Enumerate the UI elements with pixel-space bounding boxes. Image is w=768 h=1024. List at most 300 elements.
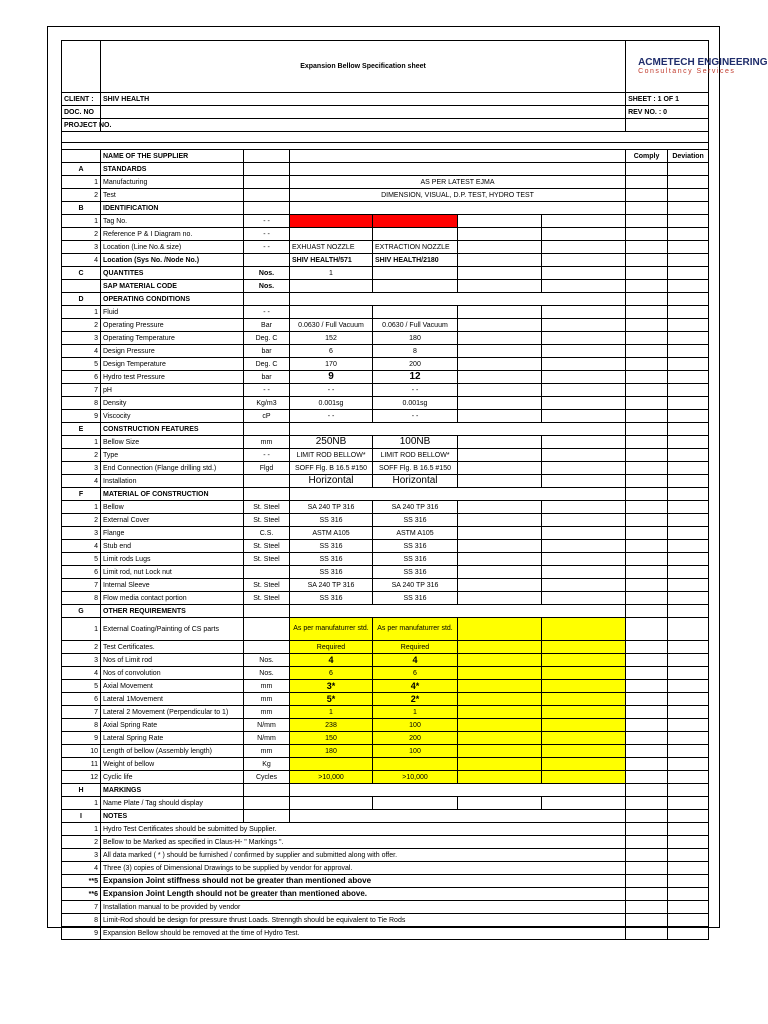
- blank-cell: [542, 254, 626, 267]
- table-row: [62, 667, 709, 680]
- deviation-cell: [668, 875, 709, 888]
- section-letter: B: [62, 202, 101, 215]
- deviation-cell: [668, 836, 709, 849]
- note-row: [62, 901, 709, 914]
- blank-cell: [542, 514, 626, 527]
- item-value-1: 250NB: [290, 436, 373, 449]
- comply-cell: [626, 875, 668, 888]
- note-number: 2: [62, 836, 101, 849]
- section-letter: F: [62, 488, 101, 501]
- deviation-cell: [668, 436, 709, 449]
- item-value: DIMENSION, VISUAL, D.P. TEST, HYDRO TEST: [290, 189, 626, 202]
- item-label: End Connection (Flange drilling std.): [101, 462, 244, 475]
- blank-cell: [373, 797, 458, 810]
- client-label: CLIENT :: [62, 93, 101, 106]
- comply-cell: [626, 592, 668, 605]
- comply-cell: [626, 488, 668, 501]
- note-number: 9: [62, 927, 101, 940]
- blank-cell: [542, 745, 626, 758]
- deviation-cell: [668, 241, 709, 254]
- spacer-cell: [62, 132, 709, 143]
- table-row: [62, 771, 709, 784]
- comply-cell: [626, 228, 668, 241]
- item-label: Weight of bellow: [101, 758, 244, 771]
- comply-header: Comply: [626, 150, 668, 163]
- item-value-2: 0.0630 / Full Vacuum: [373, 319, 458, 332]
- section-letter: H: [62, 784, 101, 797]
- item-value-1: [290, 228, 373, 241]
- deviation-cell: [668, 862, 709, 875]
- section-title: IDENTIFICATION: [101, 202, 244, 215]
- item-value-2: [373, 228, 458, 241]
- doc-value: [101, 106, 626, 119]
- blank-cell: [542, 306, 626, 319]
- section-title: OTHER REQUIREMENTS: [101, 605, 244, 618]
- comply-cell: [626, 397, 668, 410]
- deviation-cell: [668, 163, 709, 176]
- item-value-2: 100NB: [373, 436, 458, 449]
- note-text: Expansion Bellow should be removed at the time of Hydro Test.: [101, 927, 626, 940]
- table-row: [62, 579, 709, 592]
- item-unit: Nos.: [244, 667, 290, 680]
- item-unit: St. Steel: [244, 553, 290, 566]
- item-value-2: - -: [373, 384, 458, 397]
- comply-cell: [626, 319, 668, 332]
- spec-table: [61, 40, 768, 940]
- item-unit: [244, 254, 290, 267]
- blank-cell: [458, 410, 542, 423]
- item-label: Test: [101, 189, 244, 202]
- deviation-cell: [668, 189, 709, 202]
- item-label: Axial Movement: [101, 680, 244, 693]
- deviation-cell: [668, 566, 709, 579]
- table-row: [62, 228, 709, 241]
- item-label: Location (Line No.& size): [101, 241, 244, 254]
- table-row: [62, 462, 709, 475]
- blank-cell: [458, 358, 542, 371]
- blank-cell: [458, 241, 542, 254]
- item-number: 4: [62, 667, 101, 680]
- item-number: 9: [62, 410, 101, 423]
- item-unit: [244, 566, 290, 579]
- section-letter: G: [62, 605, 101, 618]
- blank-cell: [244, 163, 290, 176]
- blank-cell: [458, 514, 542, 527]
- item-unit: Nos.: [244, 654, 290, 667]
- blank-cell: [542, 667, 626, 680]
- table-row: [62, 797, 709, 810]
- table-row: [62, 332, 709, 345]
- blank-cell: [542, 719, 626, 732]
- table-row: [62, 371, 709, 384]
- deviation-cell: [668, 605, 709, 618]
- section-title: CONSTRUCTION FEATURES: [101, 423, 244, 436]
- section-header-row: [62, 784, 709, 797]
- blank-cell: [458, 758, 542, 771]
- item-number: 6: [62, 566, 101, 579]
- blank-cell: [542, 618, 626, 641]
- comply-cell: [626, 823, 668, 836]
- comply-cell: [626, 254, 668, 267]
- comply-cell: [626, 475, 668, 488]
- item-value-2: 4*: [373, 680, 458, 693]
- item-value-2: [373, 215, 458, 228]
- deviation-cell: [668, 397, 709, 410]
- item-number: 1: [62, 618, 101, 641]
- deviation-cell: [668, 306, 709, 319]
- item-label: Test Certificates.: [101, 641, 244, 654]
- item-unit: C.S.: [244, 527, 290, 540]
- deviation-cell: [668, 345, 709, 358]
- item-label: Manufacturing: [101, 176, 244, 189]
- item-label: Tag No.: [101, 215, 244, 228]
- item-label: Viscocity: [101, 410, 244, 423]
- deviation-cell: [668, 267, 709, 280]
- item-number: 5: [62, 553, 101, 566]
- deviation-cell: [668, 667, 709, 680]
- item-number: 10: [62, 745, 101, 758]
- item-number: 4: [62, 254, 101, 267]
- deviation-cell: [668, 176, 709, 189]
- item-label: Installation: [101, 475, 244, 488]
- blank-cell: [458, 267, 542, 280]
- item-value-2: [373, 758, 458, 771]
- deviation-cell: [668, 280, 709, 293]
- blank-cell: [458, 771, 542, 784]
- table-row: [62, 176, 709, 189]
- item-unit: St. Steel: [244, 501, 290, 514]
- deviation-cell: [668, 680, 709, 693]
- item-number: 3: [62, 462, 101, 475]
- item-label: Density: [101, 397, 244, 410]
- note-number: 4: [62, 862, 101, 875]
- item-number: 2: [62, 189, 101, 202]
- item-value-1: 0.0630 / Full Vacuum: [290, 319, 373, 332]
- item-unit: - -: [244, 306, 290, 319]
- deviation-cell: [668, 228, 709, 241]
- blank-cell: [542, 241, 626, 254]
- item-value-1: 3*: [290, 680, 373, 693]
- blank-cell: [542, 579, 626, 592]
- blank-cell: [458, 319, 542, 332]
- item-label: pH: [101, 384, 244, 397]
- supplier-label: NAME OF THE SUPPLIER: [101, 150, 244, 163]
- blank-cell: [458, 228, 542, 241]
- note-row: [62, 888, 709, 901]
- comply-cell: [626, 280, 668, 293]
- spacer-row: [62, 132, 709, 143]
- table-row: [62, 540, 709, 553]
- section-header-row: [62, 488, 709, 501]
- blank-cell: [542, 797, 626, 810]
- deviation-cell: [668, 654, 709, 667]
- note-number: **6: [62, 888, 101, 901]
- item-unit: bar: [244, 371, 290, 384]
- table-row: [62, 706, 709, 719]
- item-value-2: >10,000: [373, 771, 458, 784]
- item-value-2: SHIV HEALTH/2180: [373, 254, 458, 267]
- item-number: 11: [62, 758, 101, 771]
- item-number: 9: [62, 732, 101, 745]
- item-value-1: 150: [290, 732, 373, 745]
- comply-cell: [626, 202, 668, 215]
- item-number: 12: [62, 771, 101, 784]
- item-number: 2: [62, 228, 101, 241]
- item-number: 2: [62, 641, 101, 654]
- deviation-header: Deviation: [668, 150, 709, 163]
- deviation-cell: [668, 501, 709, 514]
- note-number: 3: [62, 849, 101, 862]
- comply-cell: [626, 345, 668, 358]
- blank-cell: [244, 488, 290, 501]
- item-value-2: 0.001sg: [373, 397, 458, 410]
- item-label: External Cover: [101, 514, 244, 527]
- comply-cell: [626, 371, 668, 384]
- deviation-cell: [668, 410, 709, 423]
- item-value-1: [290, 306, 373, 319]
- blank-cell: [542, 215, 626, 228]
- table-row: [62, 189, 709, 202]
- note-text: Hydro Test Certificates should be submitted by Supplier.: [101, 823, 626, 836]
- blank-cell: [458, 641, 542, 654]
- blank-cell: [458, 215, 542, 228]
- comply-cell: [626, 654, 668, 667]
- comply-cell: [626, 241, 668, 254]
- table-row: [62, 319, 709, 332]
- item-value: AS PER LATEST EJMA: [290, 176, 626, 189]
- item-value-2: 1: [373, 706, 458, 719]
- deviation-cell: [668, 849, 709, 862]
- item-value-1: 4: [290, 654, 373, 667]
- blank-cell: [458, 397, 542, 410]
- deviation-cell: [668, 514, 709, 527]
- note-text: Expansion Joint stiffness should not be greater than mentioned above: [101, 875, 626, 888]
- deviation-cell: [668, 319, 709, 332]
- blank-cell: [458, 384, 542, 397]
- blank-cell: [458, 566, 542, 579]
- item-unit: Deg. C: [244, 358, 290, 371]
- item-label: Design Temperature: [101, 358, 244, 371]
- note-text: Installation manual to be provided by vendor: [101, 901, 626, 914]
- comply-cell: [626, 914, 668, 927]
- comply-cell: [626, 667, 668, 680]
- comply-cell: [626, 189, 668, 202]
- blank-cell: [290, 280, 373, 293]
- table-row: [62, 241, 709, 254]
- deviation-cell: [668, 823, 709, 836]
- item-value-1: EXHUAST NOZZLE: [290, 241, 373, 254]
- section-header-row: [62, 280, 709, 293]
- section-title: MARKINGS: [101, 784, 244, 797]
- blank-cell: [542, 566, 626, 579]
- item-unit: Nos.: [244, 267, 290, 280]
- comply-cell: [626, 267, 668, 280]
- blank-cell: [458, 732, 542, 745]
- blank-cell: [542, 527, 626, 540]
- item-label: Type: [101, 449, 244, 462]
- section-letter: E: [62, 423, 101, 436]
- item-number: 2: [62, 514, 101, 527]
- table-row: [62, 758, 709, 771]
- item-label: Stub end: [101, 540, 244, 553]
- item-label: Fluid: [101, 306, 244, 319]
- item-value-1: 1: [290, 706, 373, 719]
- item-unit: Deg. C: [244, 332, 290, 345]
- blank-cell: [458, 371, 542, 384]
- deviation-cell: [668, 579, 709, 592]
- note-row: [62, 914, 709, 927]
- item-label: Bellow: [101, 501, 244, 514]
- item-number: 8: [62, 719, 101, 732]
- blank-cell: [373, 280, 458, 293]
- comply-cell: [626, 784, 668, 797]
- item-number: 1: [62, 176, 101, 189]
- item-value-1: SHIV HEALTH/571: [290, 254, 373, 267]
- rev-info: [626, 106, 709, 119]
- blank-cell: [244, 423, 290, 436]
- item-value-1: - -: [290, 410, 373, 423]
- table-row: [62, 566, 709, 579]
- item-unit: - -: [244, 384, 290, 397]
- logo-line1: ACMETECH ENGINEERING: [638, 57, 768, 68]
- item-value-2: Required: [373, 641, 458, 654]
- note-text: Limit-Rod should be design for pressure thrust Loads. Strenngth should be equivalent to Tie Rods: [101, 914, 626, 927]
- item-value-2: 100: [373, 745, 458, 758]
- blank-cell: [542, 758, 626, 771]
- item-label: Nos of Limit rod: [101, 654, 244, 667]
- blank-cell: [458, 745, 542, 758]
- note-row: [62, 862, 709, 875]
- item-unit: Kg/m3: [244, 397, 290, 410]
- item-unit: - -: [244, 449, 290, 462]
- deviation-cell: [668, 810, 709, 823]
- spacer-row: [62, 143, 709, 150]
- deviation-cell: [668, 771, 709, 784]
- section-title: OPERATING CONDITIONS: [101, 293, 244, 306]
- item-number: 3: [62, 654, 101, 667]
- blank-cell: [458, 527, 542, 540]
- comply-cell: [626, 215, 668, 228]
- table-row: [62, 345, 709, 358]
- item-unit: mm: [244, 680, 290, 693]
- blank-cell: [458, 449, 542, 462]
- item-label: Internal Sleeve: [101, 579, 244, 592]
- item-number: 1: [62, 797, 101, 810]
- item-label: Operating Pressure: [101, 319, 244, 332]
- blank-cell: [542, 553, 626, 566]
- deviation-cell: [668, 293, 709, 306]
- item-value-2: SS 316: [373, 592, 458, 605]
- blank-cell: [458, 475, 542, 488]
- item-unit: N/mm: [244, 732, 290, 745]
- item-unit: Bar: [244, 319, 290, 332]
- header-row: [62, 41, 709, 93]
- rev-label: REV NO.: [628, 108, 657, 116]
- item-label: Name Plate / Tag should display: [101, 797, 244, 810]
- item-label: Flange: [101, 527, 244, 540]
- item-number: 3: [62, 241, 101, 254]
- blank-cell: [458, 654, 542, 667]
- item-value-1: 6: [290, 345, 373, 358]
- section-header-row: [62, 810, 709, 823]
- item-value-1: Required: [290, 641, 373, 654]
- table-row: [62, 641, 709, 654]
- blank-cell: [542, 449, 626, 462]
- item-value-2: 2*: [373, 693, 458, 706]
- blank-cell: [458, 680, 542, 693]
- item-unit: mm: [244, 436, 290, 449]
- sheet-label: SHEET: [628, 95, 652, 103]
- blank-cell: [458, 553, 542, 566]
- blank-cell: [290, 202, 626, 215]
- item-value-2: - -: [373, 410, 458, 423]
- item-number: 3: [62, 332, 101, 345]
- item-label: Cyclic life: [101, 771, 244, 784]
- blank-cell: [290, 784, 626, 797]
- deviation-cell: [668, 693, 709, 706]
- client-value: SHIV HEALTH: [101, 93, 626, 106]
- comply-cell: [626, 358, 668, 371]
- page-title: Expansion Bellow Specification sheet: [101, 41, 626, 93]
- item-value-1: 6: [290, 667, 373, 680]
- item-value-1: 9: [290, 371, 373, 384]
- comply-cell: [626, 901, 668, 914]
- item-unit: [244, 641, 290, 654]
- note-text: Expansion Joint Length should not be greater than mentioned above.: [101, 888, 626, 901]
- blank-cell: [290, 810, 626, 823]
- comply-cell: [626, 176, 668, 189]
- comply-cell: [626, 680, 668, 693]
- section-letter: D: [62, 293, 101, 306]
- item-number: 8: [62, 397, 101, 410]
- note-text: All data marked ( * ) should be furnished / confirmed by supplier and submitted along with offer.: [101, 849, 626, 862]
- blank-cell: [458, 618, 542, 641]
- blank-cell: [458, 306, 542, 319]
- item-number: 4: [62, 475, 101, 488]
- sheet-info: [626, 93, 709, 106]
- blank-cell: [542, 397, 626, 410]
- blank-cell: [244, 605, 290, 618]
- item-unit: - -: [244, 215, 290, 228]
- deviation-cell: [668, 215, 709, 228]
- item-number: 5: [62, 680, 101, 693]
- section-header-row: [62, 163, 709, 176]
- item-value-1: SOFF Flg. B 16.5 #150: [290, 462, 373, 475]
- item-value-1: SA 240 TP 316: [290, 501, 373, 514]
- comply-cell: [626, 862, 668, 875]
- section-title: SAP MATERIAL CODE: [101, 280, 244, 293]
- item-value-2: 6: [373, 667, 458, 680]
- deviation-cell: [668, 475, 709, 488]
- item-value-2: SS 316: [373, 540, 458, 553]
- comply-cell: [626, 605, 668, 618]
- item-label: Reference P & I Diagram no.: [101, 228, 244, 241]
- deviation-cell: [668, 618, 709, 641]
- item-number: 1: [62, 306, 101, 319]
- doc-label: DOC. NO: [62, 106, 101, 119]
- blank-cell: [458, 345, 542, 358]
- blank-cell: [458, 332, 542, 345]
- blank-cell: [458, 280, 542, 293]
- item-value-1: 152: [290, 332, 373, 345]
- deviation-cell: [668, 449, 709, 462]
- blank-cell: [458, 719, 542, 732]
- table-row: [62, 732, 709, 745]
- table-row: [62, 501, 709, 514]
- table-row: [62, 592, 709, 605]
- item-unit: Flgd: [244, 462, 290, 475]
- blank-cell: [542, 267, 626, 280]
